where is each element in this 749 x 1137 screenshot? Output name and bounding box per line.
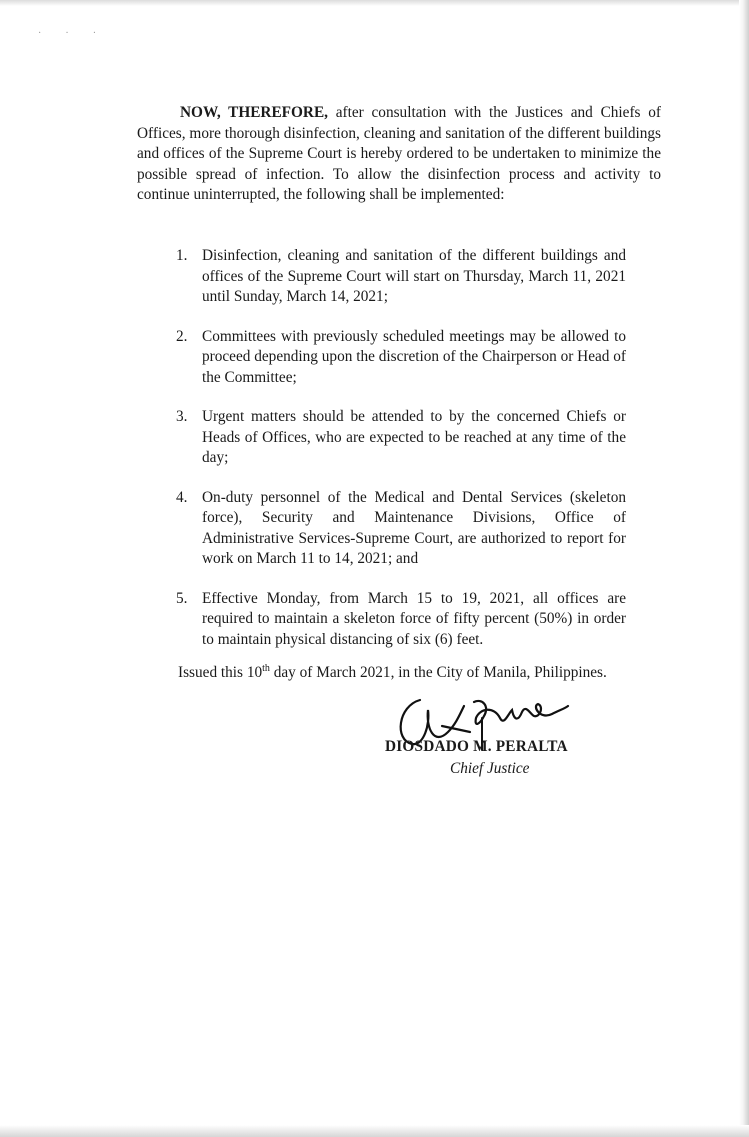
signer-title: Chief Justice — [450, 760, 530, 777]
page-shadow-right — [739, 0, 749, 1137]
list-item-text: Urgent matters should be attended to by the concerned Chiefs or Heads of Offices, who are expected to be reached at any time of the day; — [202, 408, 626, 466]
intro-lead: NOW, THEREFORE, — [180, 104, 329, 121]
list-item-text: Effective Monday, from March 15 to 19, 2021, all offices are required to maintain a skeleton force of fifty percent (50%) in order to maintain physical distancing of six (6) feet. — [202, 589, 626, 648]
list-item — [170, 327, 626, 389]
page-shadow-bottom — [0, 1125, 749, 1137]
list-item — [170, 246, 626, 308]
list-item — [170, 589, 626, 651]
issued-line — [178, 663, 678, 684]
issued-after: day of March 2021, in the City of Manila, Philippines. — [269, 664, 607, 681]
signer-name: DIOSDADO M. PERALTA — [385, 738, 568, 755]
list-item-text: On-duty personnel of the Medical and Dental Services (skeleton force), Security and Maintenance Divisions, Office of Administrative Services-Supreme Court, are authorized to report for work on March 11 to 14, 2021; and — [202, 488, 626, 567]
list-item-text: Committees with previously scheduled meetings may be allowed to proceed depending upon the discretion of the Chairperson or Head of the Committee; — [202, 327, 626, 386]
list-item-text: Disinfection, cleaning and sanitation of the different buildings and offices of the Supreme Court will start on Thursday, March 11, 2021 until Sunday, March 14, 2021; — [202, 247, 626, 305]
intro-text: after consultation with the Justices and Chiefs of Offices, more thorough disinfection, cleaning and sanitation of the different buildings and offices of the Supreme Court is hereby ordered to be undertaken to minimize the possible spread of infection. To allow the disinfection process and activity to continue uninterrupted, the following shall be implemented: — [137, 104, 661, 203]
list-item-number: 3. — [176, 408, 188, 425]
issued-before: Issued this 10 — [178, 664, 263, 681]
list-item — [170, 488, 626, 570]
list-item-number: 5. — [176, 589, 188, 607]
list-item — [170, 407, 626, 469]
directive-list — [170, 246, 626, 669]
issued-ordinal: th — [262, 663, 270, 674]
intro-paragraph — [137, 103, 661, 206]
list-item-number: 1. — [176, 247, 188, 264]
list-item-number: 2. — [176, 327, 188, 345]
scan-specks: · · · — [38, 28, 97, 39]
list-item-number: 4. — [176, 488, 188, 506]
page-shadow-top — [0, 0, 749, 6]
